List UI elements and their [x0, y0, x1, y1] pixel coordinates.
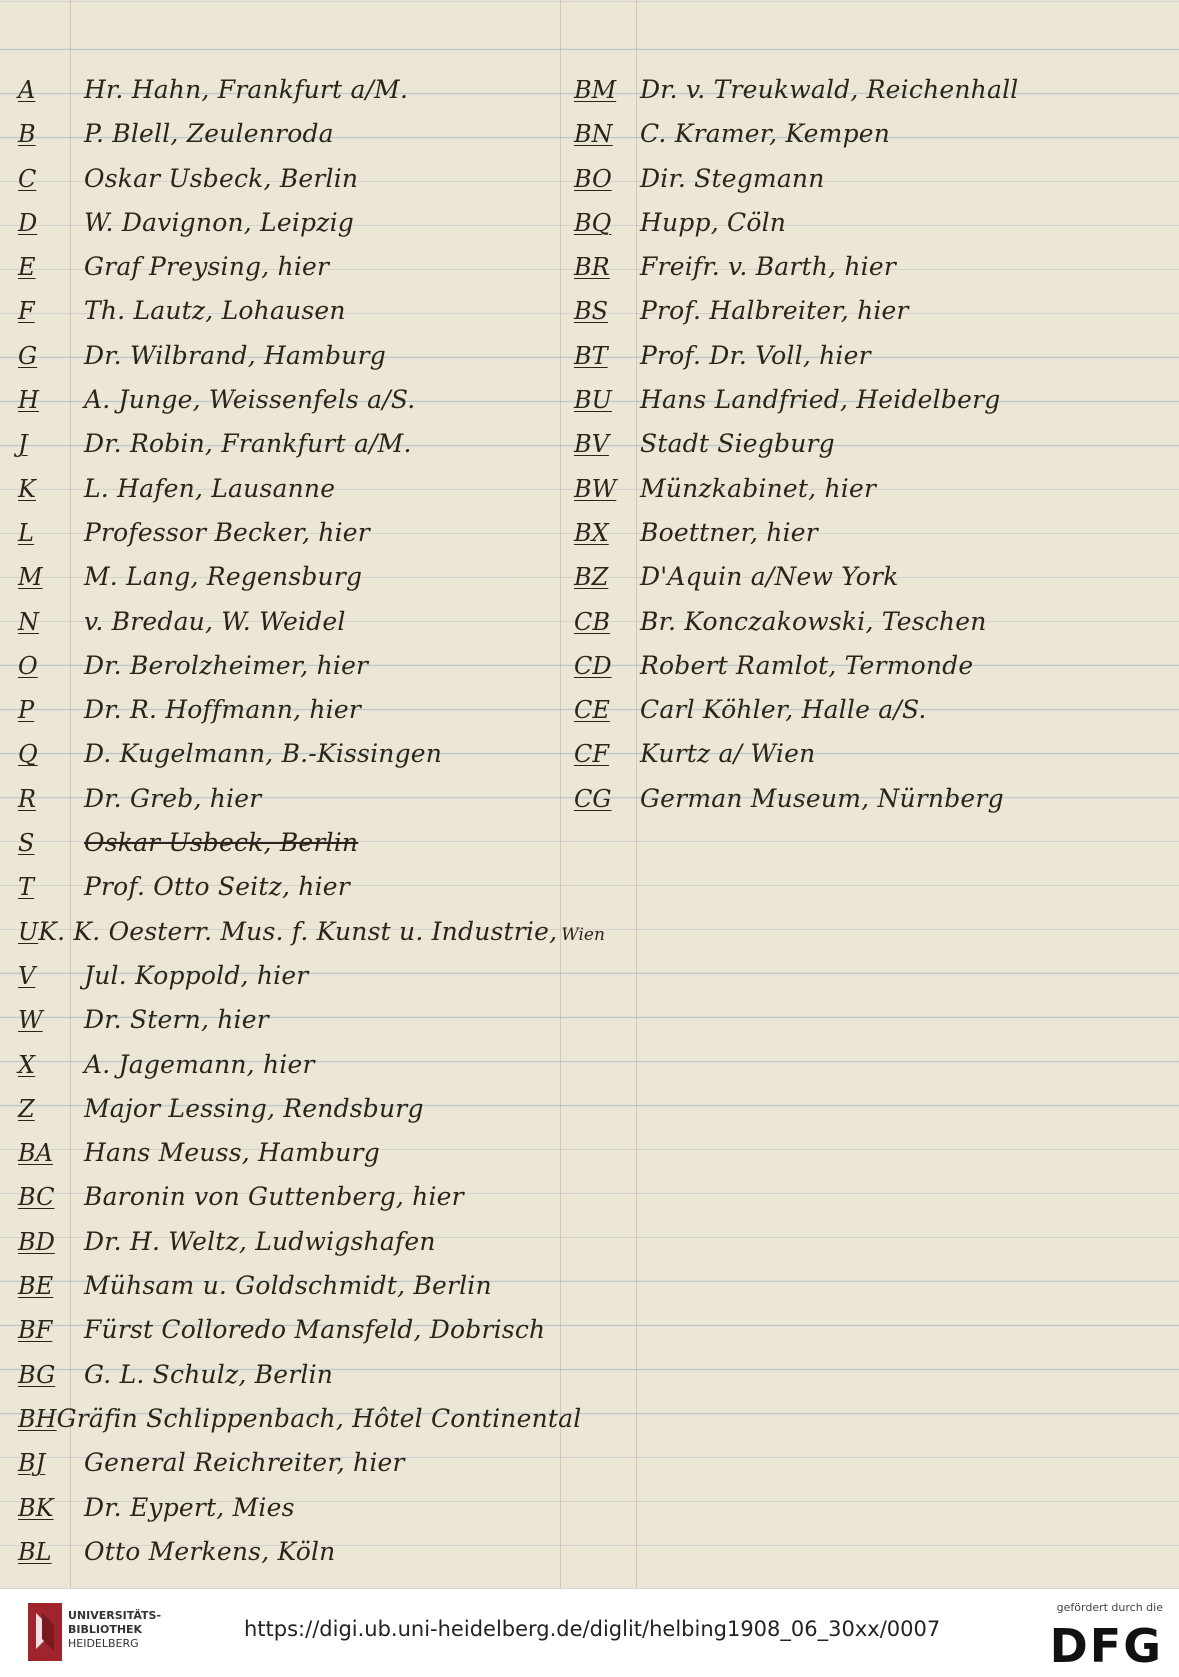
- ledger-entry: [18, 821, 578, 865]
- entry-name: Fürst Colloredo Mansfeld, Dobrisch: [84, 1315, 546, 1345]
- ledger-entry: [574, 600, 1174, 644]
- ledger-entry: [18, 1087, 578, 1131]
- entry-code: CD: [574, 651, 612, 680]
- ledger-entry: [18, 777, 578, 821]
- entry-code: BJ: [18, 1449, 46, 1478]
- entry-code: L: [18, 518, 34, 547]
- entry-name: Prof. Dr. Voll, hier: [640, 340, 871, 370]
- dfg-logo: DFG: [1049, 1619, 1163, 1673]
- entry-name-struck: Oskar Usbeck, Berlin: [84, 828, 359, 858]
- ledger-entry: [18, 1397, 582, 1441]
- ledger-entry: [574, 422, 1174, 466]
- entry-name: Hans Meuss, Hamburg: [84, 1138, 380, 1168]
- entry-name: Dr. H. Weltz, Ludwigshafen: [84, 1226, 436, 1256]
- entry-code: CG: [574, 784, 612, 813]
- ledger-entry: [18, 1043, 578, 1087]
- entry-code: H: [18, 386, 39, 415]
- permalink-url[interactable]: https://digi.ub.uni-heidelberg.de/diglit/helbing1908_06_30xx/0007: [244, 1617, 941, 1641]
- entry-name: Major Lessing, Rendsburg: [84, 1093, 424, 1123]
- entry-name: Professor Becker, hier: [84, 517, 370, 547]
- entry-code: BS: [574, 297, 609, 326]
- ledger-entry: [18, 865, 578, 909]
- institution-line-3: HEIDELBERG: [68, 1637, 139, 1650]
- ledger-entry: [18, 732, 578, 776]
- entry-code: G: [18, 341, 38, 370]
- entry-name: M. Lang, Regensburg: [84, 562, 363, 592]
- ledger-entry: [18, 1264, 578, 1308]
- entry-code: N: [18, 607, 39, 636]
- entry-code: X: [18, 1050, 36, 1079]
- ledger-entry: [18, 289, 578, 333]
- entry-name: Gräfin Schlippenbach, Hôtel Continental: [56, 1403, 582, 1433]
- entry-code: W: [18, 1006, 43, 1035]
- ledger-entry: [18, 68, 578, 112]
- entry-name: Hupp, Cöln: [640, 207, 787, 237]
- funding-note: gefördert durch die: [1056, 1601, 1163, 1614]
- entry-name: D'Aquin a/New York: [640, 562, 899, 592]
- university-library-logo-icon: [28, 1603, 62, 1661]
- ledger-entry: [18, 644, 578, 688]
- ledger-entry: [574, 378, 1174, 422]
- entry-code: BK: [18, 1493, 54, 1522]
- entry-name: Dr. Wilbrand, Hamburg: [84, 340, 386, 370]
- entry-name: W. Davignon, Leipzig: [84, 207, 355, 237]
- entry-name: Prof. Halbreiter, hier: [640, 296, 909, 326]
- institution-line-1: UNIVERSITÄTS-: [68, 1609, 162, 1622]
- entry-code: BW: [574, 474, 617, 503]
- entry-code: C: [18, 164, 37, 193]
- entry-code: E: [18, 253, 36, 282]
- entry-code: BQ: [574, 208, 612, 237]
- entry-code: BT: [574, 341, 608, 370]
- entry-name: D. Kugelmann, B.-Kissingen: [84, 739, 443, 769]
- ledger-entry: [574, 777, 1174, 821]
- entry-code: V: [18, 961, 36, 990]
- entry-code: BF: [18, 1316, 53, 1345]
- entry-name: v. Bredau, W. Weidel: [84, 606, 346, 636]
- entry-code: BN: [574, 120, 613, 149]
- ledger-entry: [574, 157, 1174, 201]
- ledger-entry: [18, 112, 578, 156]
- ledger-entry: [18, 157, 578, 201]
- entry-code: U: [18, 917, 39, 946]
- ledger-entry: [18, 334, 578, 378]
- entry-name: Hans Landfried, Heidelberg: [640, 385, 1001, 415]
- ledger-entry: [574, 68, 1174, 112]
- entry-name: Dr. Stern, hier: [84, 1005, 269, 1035]
- entry-name: Hr. Hahn, Frankfurt a/M.: [84, 75, 409, 104]
- entry-name: Th. Lautz, Lohausen: [84, 296, 346, 326]
- ledger-entry: [18, 1220, 578, 1264]
- entry-name: Graf Preysing, hier: [84, 252, 330, 282]
- entry-code: CB: [574, 607, 610, 636]
- ledger-entry: [574, 245, 1174, 289]
- entry-code: O: [18, 651, 38, 680]
- entry-code: P: [18, 696, 35, 725]
- entry-code: F: [18, 297, 35, 326]
- ledger-entry: [18, 998, 578, 1042]
- entry-code: BV: [574, 430, 609, 459]
- ledger-entry: [574, 732, 1174, 776]
- ledger-entry: [18, 1131, 578, 1175]
- entry-code: BM: [574, 76, 617, 104]
- entry-code: S: [18, 829, 35, 858]
- entry-code: BC: [18, 1183, 55, 1212]
- entry-name: Mühsam u. Goldschmidt, Berlin: [84, 1271, 492, 1301]
- entry-code: J: [18, 430, 28, 459]
- entry-name: Dr. Berolzheimer, hier: [84, 650, 369, 680]
- ledger-entry: [18, 378, 578, 422]
- entry-name: General Reichreiter, hier: [84, 1448, 405, 1478]
- entry-code: K: [18, 474, 36, 503]
- entry-code: BX: [574, 518, 609, 547]
- entry-name: Freifr. v. Barth, hier: [640, 252, 896, 282]
- entry-code: CF: [574, 740, 610, 769]
- entry-code: BO: [574, 164, 612, 193]
- ledger-entry: [574, 555, 1174, 599]
- entry-code: BL: [18, 1537, 52, 1566]
- entry-name: Oskar Usbeck, Berlin: [84, 163, 359, 193]
- entry-name: Prof. Otto Seitz, hier: [84, 872, 350, 902]
- entry-code: D: [18, 208, 38, 237]
- right-entry-column: [574, 68, 1174, 821]
- ledger-entry: [18, 201, 578, 245]
- ledger-entry: [18, 688, 578, 732]
- entry-name: Boettner, hier: [640, 517, 818, 547]
- entry-code: T: [18, 873, 35, 902]
- ledger-entry: [574, 289, 1174, 333]
- entry-code: CE: [574, 696, 610, 725]
- ledger-entry: [18, 1353, 578, 1397]
- ledger-entry: [18, 1308, 578, 1352]
- ledger-entry: [574, 644, 1174, 688]
- entry-name: Dr. v. Treukwald, Reichenhall: [640, 75, 1019, 104]
- entry-name: Stadt Siegburg: [640, 429, 835, 459]
- entry-name: Carl Köhler, Halle a/S.: [640, 695, 927, 725]
- entry-name: Jul. Koppold, hier: [84, 960, 309, 990]
- entry-code: R: [18, 784, 37, 813]
- entry-name: A. Junge, Weissenfels a/S.: [84, 385, 416, 415]
- ledger-entry: [18, 245, 578, 289]
- ledger-entry: [18, 954, 578, 998]
- entry-code: Z: [18, 1094, 35, 1123]
- institution-line-2: BIBLIOTHEK: [68, 1623, 143, 1636]
- ledger-entry: [574, 112, 1174, 156]
- entry-code: BG: [18, 1360, 56, 1389]
- entry-name: Dir. Stegmann: [640, 163, 825, 193]
- entry-name: Robert Ramlot, Termonde: [640, 650, 974, 680]
- ledger-entry: [18, 1175, 578, 1219]
- entry-name: G. L. Schulz, Berlin: [84, 1359, 334, 1389]
- entry-name: German Museum, Nürnberg: [640, 783, 1004, 813]
- ledger-entry: [18, 555, 578, 599]
- entry-name: K. K. Oesterr. Mus. f. Kunst u. Industrie,: [38, 916, 558, 946]
- entry-name: Dr. R. Hoffmann, hier: [84, 695, 361, 725]
- entry-code: BH: [18, 1404, 57, 1433]
- entry-code: A: [18, 76, 36, 104]
- ledger-entry: [574, 511, 1174, 555]
- ledger-entry: [18, 910, 605, 954]
- ledger-entry: [18, 1486, 578, 1530]
- entry-code: BD: [18, 1227, 55, 1256]
- ledger-entry: [18, 511, 578, 555]
- entry-name: A. Jagemann, hier: [84, 1049, 315, 1079]
- entry-name: Br. Konczakowski, Teschen: [640, 606, 987, 636]
- entry-name: P. Blell, Zeulenroda: [84, 119, 334, 149]
- entry-code: BZ: [574, 563, 609, 592]
- entry-code: BE: [18, 1272, 54, 1301]
- entry-name: Otto Merkens, Köln: [84, 1536, 336, 1566]
- entry-code: BR: [574, 253, 610, 282]
- ledger-entry: [574, 467, 1174, 511]
- entry-name: Kurtz a/ Wien: [640, 739, 816, 769]
- entry-location-note: Wien: [561, 924, 605, 945]
- ledger-entry: [18, 467, 578, 511]
- entry-name: Dr. Robin, Frankfurt a/M.: [84, 429, 412, 459]
- entry-code: B: [18, 120, 36, 149]
- ledger-entry: [18, 422, 578, 466]
- entry-name: Dr. Greb, hier: [84, 783, 262, 813]
- entry-code: Q: [18, 740, 38, 769]
- ledger-entry: [18, 1530, 578, 1574]
- entry-name: L. Hafen, Lausanne: [84, 473, 336, 503]
- entry-code: BA: [18, 1139, 53, 1168]
- institution-name: [68, 1609, 161, 1651]
- ledger-entry: [574, 334, 1174, 378]
- ledger-entry: [18, 600, 578, 644]
- entry-code: M: [18, 563, 43, 592]
- entry-name: Dr. Eypert, Mies: [84, 1492, 295, 1522]
- entry-name: C. Kramer, Kempen: [640, 119, 891, 149]
- ledger-entry: [18, 1441, 578, 1485]
- entry-name: Münzkabinet, hier: [640, 473, 877, 503]
- entry-code: BU: [574, 386, 612, 415]
- viewer-footer: [0, 1588, 1179, 1677]
- ledger-entry: [574, 201, 1174, 245]
- ledger-entry: [574, 688, 1174, 732]
- entry-name: Baronin von Guttenberg, hier: [84, 1182, 464, 1212]
